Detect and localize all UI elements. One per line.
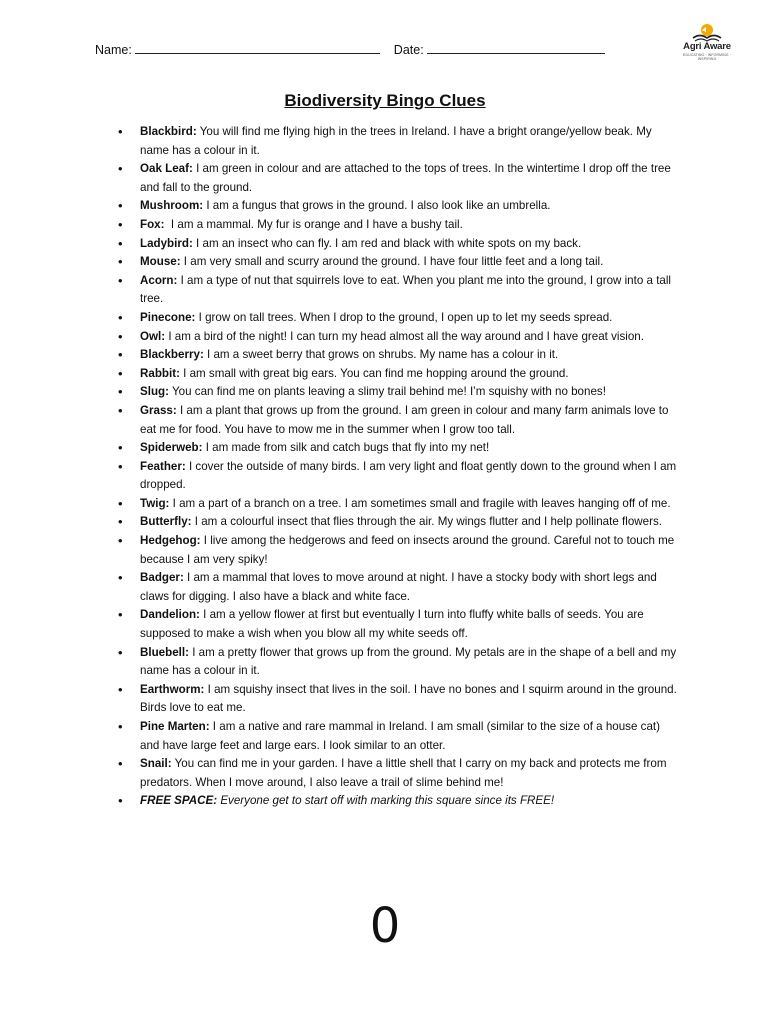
clue-item — [118, 272, 678, 309]
clue-term: Feather: — [140, 459, 186, 473]
clue-item — [118, 253, 678, 272]
clue-item — [118, 197, 678, 216]
clue-term: Pine Marten: — [140, 720, 210, 733]
clue-text: I am a pretty flower that grows up from the ground. My petals are in the shape of a bell and my name has a colour in it. — [140, 645, 680, 678]
clue-item — [118, 755, 678, 792]
clue-item — [118, 606, 678, 643]
clue-text: I am made from silk and catch bugs that fly into my net! — [202, 441, 490, 455]
clue-term: Oak Leaf: — [140, 162, 193, 176]
date-field[interactable] — [394, 42, 605, 57]
clue-term: Badger: — [140, 571, 184, 585]
clue-text: I am green in colour and are attached to the tops of trees. In the wintertime I drop off the tree and fall to the ground. — [140, 162, 675, 194]
clue-item — [118, 216, 678, 235]
clue-item — [118, 309, 678, 328]
clue-term: Owl: — [140, 329, 166, 343]
clue-list — [118, 123, 681, 811]
clue-term: Spiderweb: — [140, 441, 203, 455]
clue-item — [118, 365, 678, 384]
agri-aware-logo — [676, 22, 738, 61]
clue-item — [118, 681, 681, 718]
clue-term: Fox: — [140, 217, 165, 231]
clue-item — [118, 532, 678, 569]
clue-term: Ladybird: — [140, 236, 193, 250]
clue-term: Hedgehog: — [140, 534, 201, 548]
clue-text: You can find me in your garden. I have a little shell that I carry on my back and protects me from predators. When I move around, I also leave a trail of slime behind me! — [140, 757, 670, 789]
clue-text: I cover the outside of many birds. I am very light and float gently down to the ground when I am dropped. — [140, 459, 680, 492]
clue-text: I am a yellow flower at first but eventually I turn into fluffy white balls of seeds. You are supposed to make a wish when you blow all my white seeds off. — [140, 608, 647, 641]
clue-item — [118, 495, 678, 514]
clue-term: Acorn: — [140, 273, 178, 287]
clue-item — [118, 402, 678, 439]
clue-text: I am small with great big ears. You can find me hopping around the ground. — [179, 366, 569, 380]
clue-text: I am a bird of the night! I can turn my head almost all the way around and I have great vision. — [165, 329, 644, 343]
clue-term: Rabbit: — [140, 366, 180, 380]
clue-term: Earthworm: — [140, 682, 205, 696]
clue-text: I am a sweet berry that grows on shrubs. My name has a colour in it. — [203, 348, 559, 362]
clue-text: I am very small and scurry around the ground. I have four little feet and a long tail. — [180, 255, 604, 269]
clue-text: I am a colourful insect that flies through the air. My wings flutter and I help pollinate flowers. — [191, 515, 662, 529]
clue-text: Everyone get to start off with marking this square since its FREE! — [217, 794, 555, 808]
clue-term: Grass: — [140, 403, 177, 417]
clue-text: I am a type of nut that squirrels love to eat. When you plant me into the ground, I grow into a tall tree. — [140, 273, 675, 306]
clue-text: I am an insect who can fly. I am red and black with white spots on my back. — [192, 236, 582, 250]
sun-book-icon — [690, 22, 724, 42]
date-label: Date: — [393, 43, 424, 57]
clue-term: Bluebell: — [140, 645, 189, 659]
clue-term: Blackberry: — [140, 348, 204, 362]
clue-item — [118, 792, 678, 811]
name-blank-line[interactable] — [135, 42, 380, 54]
clue-text: I am a mammal. My fur is orange and I have a bushy tail. — [164, 217, 463, 231]
clue-item — [118, 569, 678, 606]
clue-text: I live among the hedgerows and feed on insects around the ground. Careful not to touch me because I am very spiky! — [140, 534, 678, 566]
name-label: Name: — [95, 43, 132, 57]
clue-text: I am a part of a branch on a tree. I am sometimes small and fragile with leaves hanging off of me. — [169, 496, 671, 510]
clue-term: Mushroom: — [140, 199, 204, 213]
clue-text: I am a plant that grows up from the ground. I am green in colour and many farm animals love to eat me for food. You have to mow me in the summer when I grow too tall. — [140, 403, 672, 436]
worksheet-header — [95, 42, 605, 57]
clue-term: FREE SPACE: — [140, 794, 218, 808]
clue-item — [118, 235, 678, 254]
clue-item — [118, 644, 678, 681]
clue-term: Twig: — [140, 496, 170, 510]
clue-term: Slug: — [140, 385, 169, 399]
clue-term: Butterfly: — [140, 515, 192, 529]
logo-wordmark: Agri Aware — [683, 41, 731, 52]
clue-item — [118, 513, 678, 532]
clue-text: I am squishy insect that lives in the soil. I have no bones and I squirm around in the ground. Birds love to eat me. — [140, 682, 681, 715]
clue-item — [118, 328, 678, 347]
clue-text: You will find me flying high in the trees in Ireland. I have a bright orange/yellow beak. My name has a colour in it. — [140, 125, 655, 157]
clue-item — [118, 383, 678, 402]
page-title: Biodiversity Bingo Clues — [284, 91, 486, 110]
clue-text: I grow on tall trees. When I drop to the ground, I open up to let my seeds spread. — [195, 310, 613, 324]
date-blank-line[interactable] — [427, 42, 605, 54]
clue-item — [118, 718, 678, 755]
clue-term: Pinecone: — [140, 310, 196, 324]
clue-item — [118, 123, 678, 160]
clue-text: I am a fungus that grows in the ground. I also look like an umbrella. — [203, 199, 551, 213]
clue-term: Blackbird: — [140, 125, 197, 138]
logo-tagline: EDUCATING · INFORMING · INSPIRING — [683, 53, 731, 61]
clue-text: I am a mammal that loves to move around at night. I have a stocky body with short legs and claws for digging. I also have a black and white face. — [140, 571, 661, 603]
clue-item — [118, 160, 678, 197]
clue-term: Snail: — [140, 757, 172, 771]
clue-item — [118, 458, 678, 495]
clue-item — [118, 439, 678, 458]
name-field[interactable] — [95, 42, 380, 57]
clue-item — [118, 346, 678, 365]
clue-text: I am a native and rare mammal in Ireland. I am small (similar to the size of a house cat) and have large feet and large ears. I look similar to an otter. — [140, 720, 664, 752]
clue-term: Dandelion: — [140, 608, 200, 622]
page-number: 0 — [369, 898, 401, 954]
clue-text: You can find me on plants leaving a slimy trail behind me! I’m squishy with no bones! — [168, 385, 606, 399]
clue-term: Mouse: — [140, 255, 181, 269]
